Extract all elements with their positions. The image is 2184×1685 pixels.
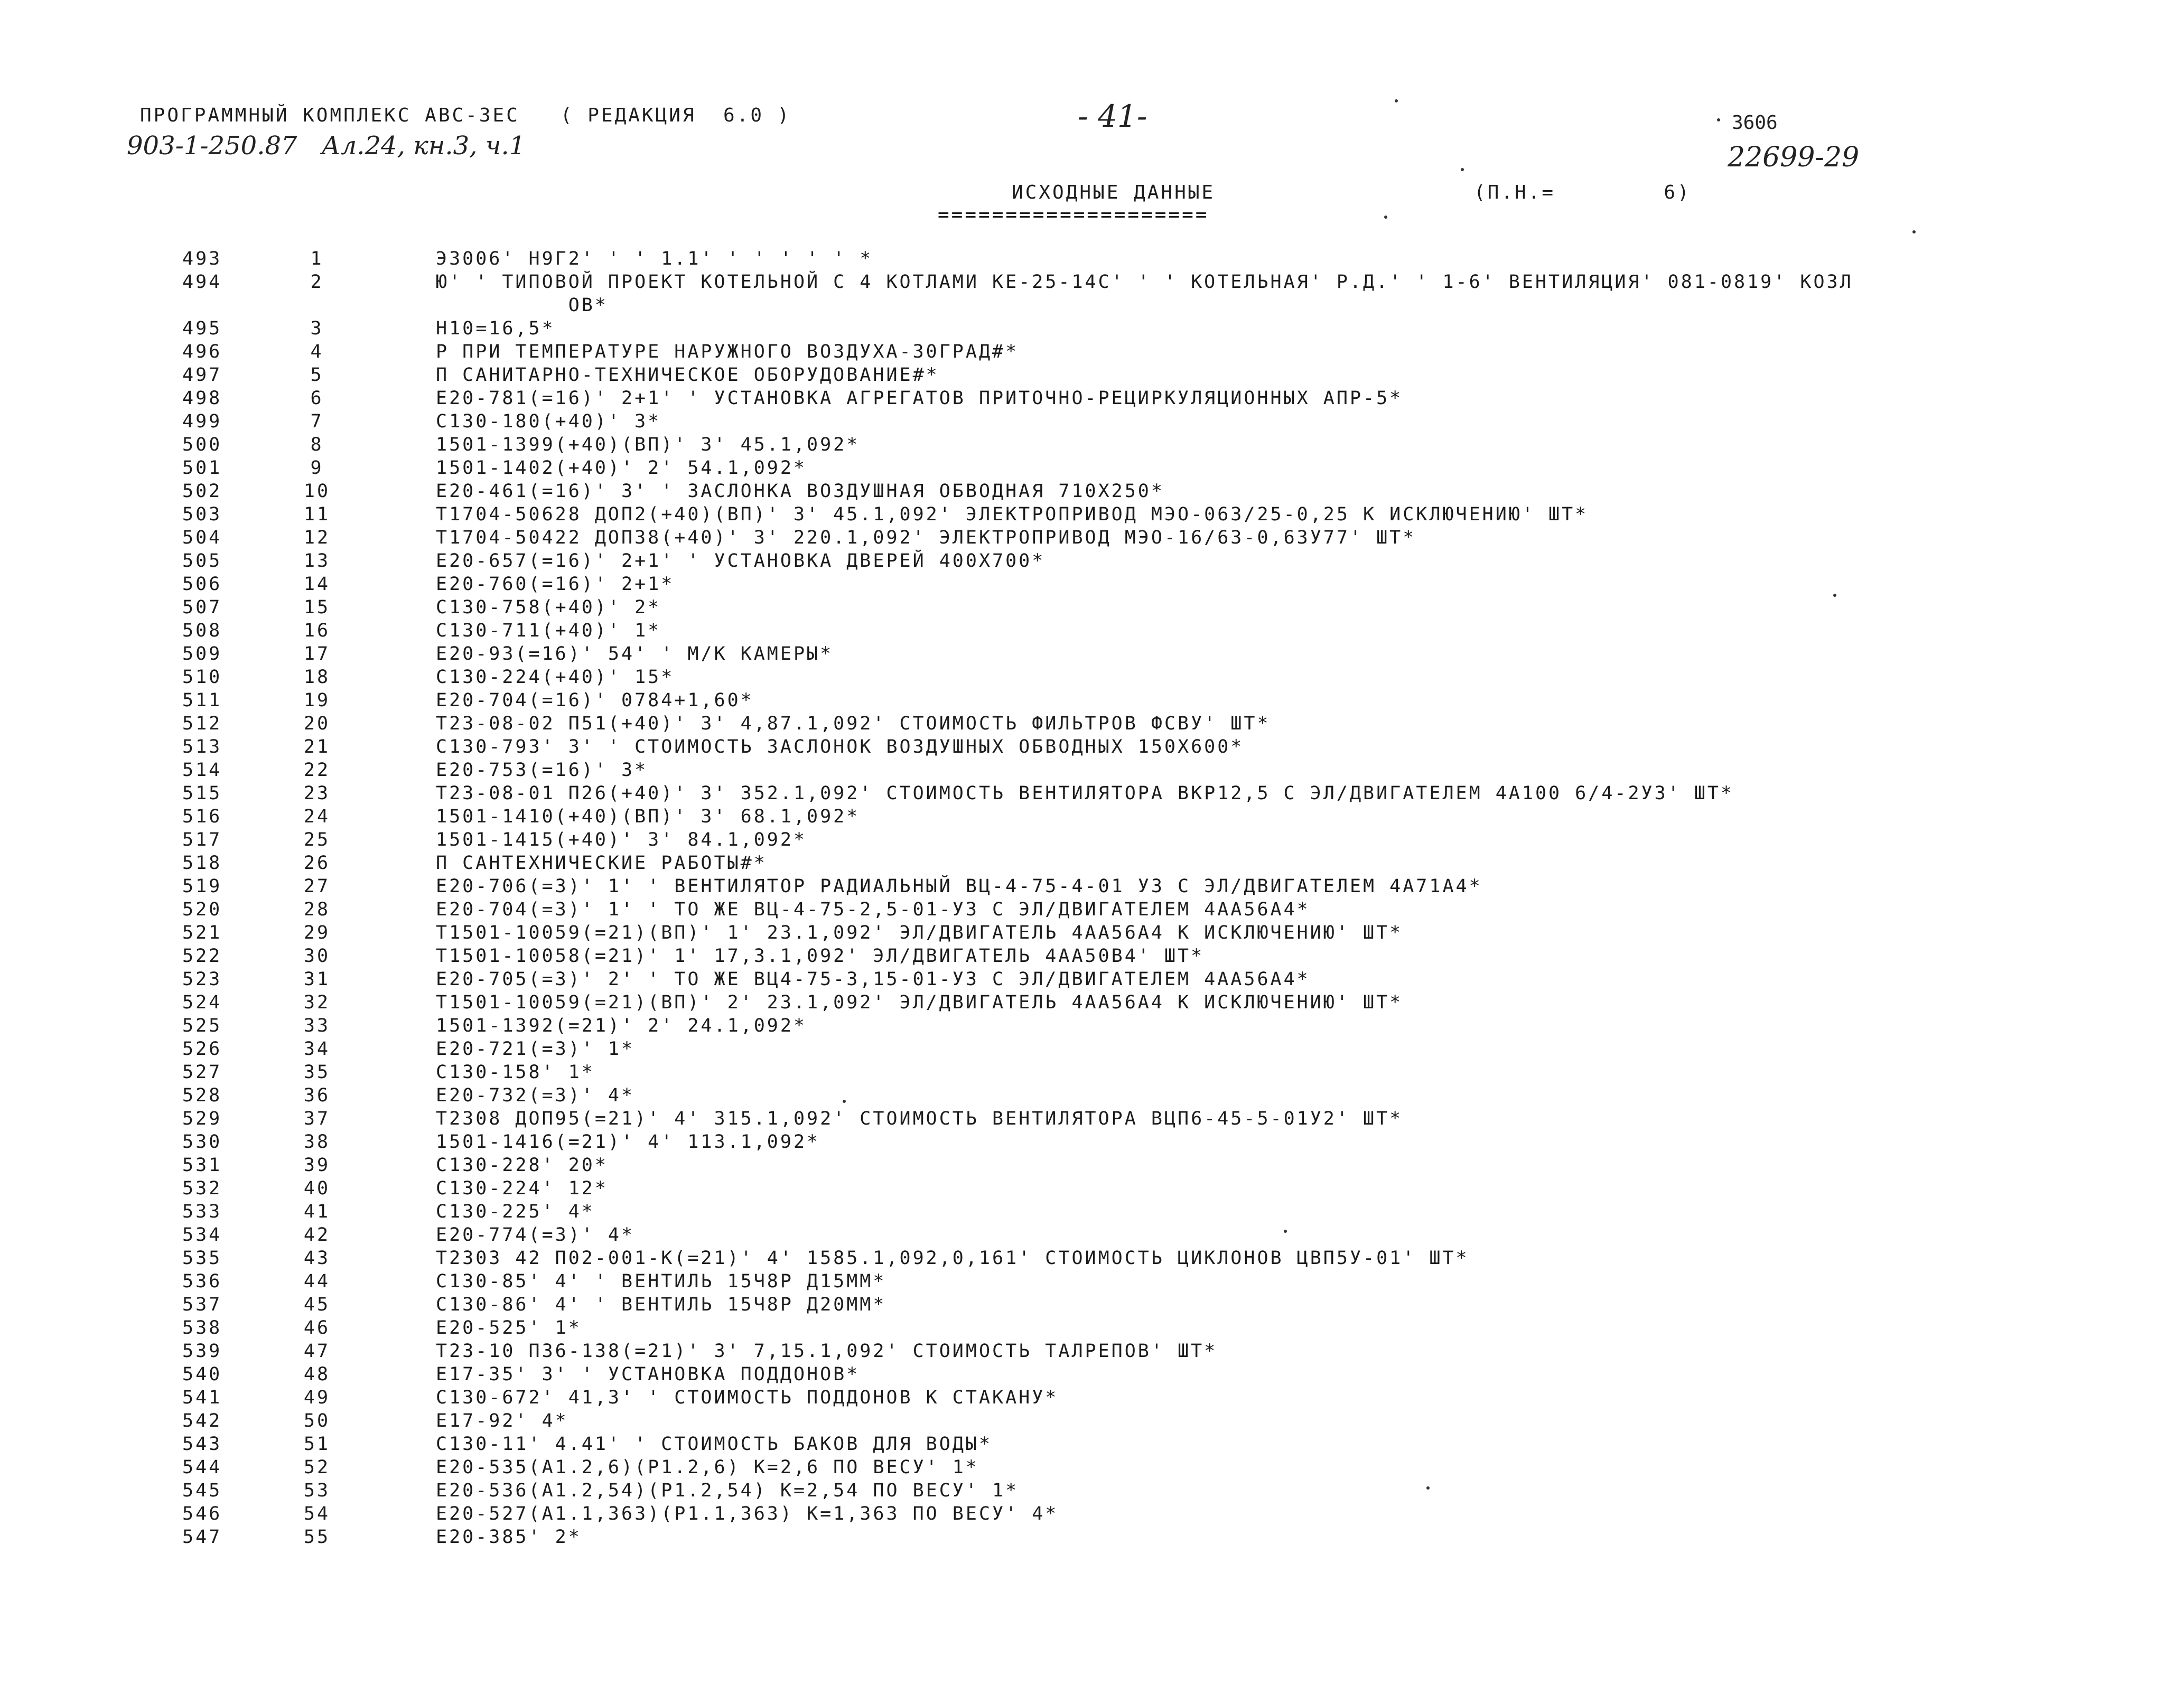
row-text: Т1501-10058(=21)' 1' 17,3.1,092' ЭЛ/ДВИГАТЕЛЬ 4АА50В4' ШТ* (436, 946, 1205, 967)
row-sequence: 55 (303, 1527, 331, 1548)
row-sequence: 20 (303, 713, 331, 734)
row-sequence: 41 (303, 1201, 331, 1222)
row-number: 496 (182, 341, 222, 362)
scan-speck (1284, 1230, 1287, 1233)
row-sequence: 25 (303, 829, 331, 850)
row-number: 501 (182, 457, 222, 479)
row-text: Е20-704(=16)' 0784+1,60* (436, 690, 754, 711)
row-number: 521 (182, 922, 222, 943)
row-sequence: 11 (303, 504, 331, 525)
row-sequence: 37 (303, 1108, 331, 1129)
row-text: Е20-525' 1* (436, 1317, 582, 1338)
row-sequence: 54 (303, 1503, 331, 1524)
row-number: 500 (182, 434, 222, 455)
row-sequence: 49 (303, 1387, 331, 1408)
row-text: С130-758(+40)' 2* (436, 597, 661, 618)
row-number: 512 (182, 713, 222, 734)
row-sequence: 10 (303, 481, 331, 502)
row-text: С130-711(+40)' 1* (436, 620, 661, 641)
row-number: 517 (182, 829, 222, 850)
row-sequence: 44 (303, 1271, 331, 1292)
row-number: 528 (182, 1085, 222, 1106)
row-number: 511 (182, 690, 222, 711)
row-text: С130-85' 4' ' ВЕНТИЛЬ 15Ч8Р Д15ММ* (436, 1271, 886, 1292)
row-number: 542 (182, 1410, 222, 1431)
row-number: 503 (182, 504, 222, 525)
row-number: 538 (182, 1317, 222, 1338)
row-sequence: 40 (303, 1178, 331, 1199)
row-text: С130-228' 20* (436, 1155, 608, 1176)
scan-speck (1461, 168, 1464, 171)
row-number: 537 (182, 1294, 222, 1315)
scan-speck (1717, 118, 1720, 121)
row-text: Е17-35' 3' ' УСТАНОВКА ПОДДОНОВ* (436, 1364, 860, 1385)
row-sequence: 47 (303, 1341, 331, 1362)
scan-speck (843, 1100, 846, 1103)
row-sequence: 9 (310, 457, 324, 479)
row-number: 518 (182, 853, 222, 874)
row-text: Т23-08-01 П26(+40)' 3' 352.1,092' СТОИМОСТЬ ВЕНТИЛЯТОРА ВКР12,5 С ЭЛ/ДВИГАТЕЛЕМ 4А100 6/4-2У3' ШТ* (436, 783, 1734, 804)
row-text: Т1501-10059(=21)(ВП)' 1' 23.1,092' ЭЛ/ДВИГАТЕЛЬ 4АА56А4 К ИСКЛЮЧЕНИЮ' ШТ* (436, 922, 1403, 943)
row-text: Е20-721(=3)' 1* (436, 1038, 635, 1060)
row-sequence: 34 (303, 1038, 331, 1060)
row-sequence: 51 (303, 1434, 331, 1455)
row-sequence: 28 (303, 899, 331, 920)
row-text: Т1501-10059(=21)(ВП)' 2' 23.1,092' ЭЛ/ДВИГАТЕЛЬ 4АА56А4 К ИСКЛЮЧЕНИЮ' ШТ* (436, 992, 1403, 1013)
row-sequence: 17 (303, 643, 331, 664)
row-number: 543 (182, 1434, 222, 1455)
row-number: 523 (182, 969, 222, 990)
row-number: 536 (182, 1271, 222, 1292)
row-text: С130-224(+40)' 15* (436, 667, 675, 688)
section-title: ИСХОДНЫЕ ДАННЫЕ (1012, 182, 1216, 203)
row-sequence: 13 (303, 550, 331, 572)
row-text: Т23-08-02 П51(+40)' 3' 4,87.1,092' СТОИМОСТЬ ФИЛЬТРОВ ФСВУ' ШТ* (436, 713, 1271, 734)
row-text: Т2308 ДОП95(=21)' 4' 315.1,092' СТОИМОСТЬ ВЕНТИЛЯТОРА ВЦП6-45-5-01У2' ШТ* (436, 1108, 1403, 1129)
row-sequence: 3 (310, 318, 324, 339)
scan-speck (1426, 1486, 1430, 1490)
row-sequence: 14 (303, 574, 331, 595)
row-number: 544 (182, 1457, 222, 1478)
row-number: 497 (182, 364, 222, 386)
row-text: Е20-774(=3)' 4* (436, 1224, 635, 1246)
row-text: Е20-536(А1.2,54)(Р1.2,54) К=2,54 ПО ВЕСУ' 1* (436, 1480, 1019, 1501)
row-number: 532 (182, 1178, 222, 1199)
row-sequence: 24 (303, 806, 331, 827)
row-sequence: 7 (310, 411, 324, 432)
row-number: 506 (182, 574, 222, 595)
row-text: С130-86' 4' ' ВЕНТИЛЬ 15Ч8Р Д20ММ* (436, 1294, 886, 1315)
row-text: Е20-732(=3)' 4* (436, 1085, 635, 1106)
row-sequence: 23 (303, 783, 331, 804)
row-text: П САНТЕХНИЧЕСКИЕ РАБОТЫ#* (436, 853, 767, 874)
row-text: Е20-781(=16)' 2+1' ' УСТАНОВКА АГРЕГАТОВ ПРИТОЧНО-РЕЦИРКУЛЯЦИОННЫХ АПР-5* (436, 388, 1403, 409)
row-number: 539 (182, 1341, 222, 1362)
row-number: 498 (182, 388, 222, 409)
row-text: Н10=16,5* (436, 318, 555, 339)
row-text: Ю' ' ТИПОВОЙ ПРОЕКТ КОТЕЛЬНОЙ С 4 КОТЛАМИ КЕ-25-14С' ' ' КОТЕЛЬНАЯ' Р.Д.' ' 1-6' ВЕНТИЛЯЦИЯ' 081-0819' КОЗЛ ОВ* (436, 272, 1853, 316)
row-number: 519 (182, 876, 222, 897)
page-number: - 41- (1078, 98, 1147, 134)
row-text: Э3006' Н9Г2' ' ' 1.1' ' ' ' ' ' * (436, 248, 873, 269)
row-number: 510 (182, 667, 222, 688)
row-sequence: 1 (310, 248, 324, 269)
row-number: 533 (182, 1201, 222, 1222)
document-number: 22699-29 (1728, 142, 1860, 173)
row-number: 504 (182, 527, 222, 548)
row-sequence: 19 (303, 690, 331, 711)
row-sequence: 6 (310, 388, 324, 409)
row-number: 527 (182, 1062, 222, 1083)
row-sequence: 4 (310, 341, 324, 362)
pn-indicator: (П.Н.= 6) (1474, 182, 1691, 203)
header-program: ПРОГРАММНЫЙ КОМПЛЕКС АВС-3ЕС ( РЕДАКЦИЯ 6.0 ) (140, 105, 791, 126)
row-number: 534 (182, 1224, 222, 1246)
row-text: Т1704-50628 ДОП2(+40)(ВП)' 3' 45.1,092' ЭЛЕКТРОПРИВОД МЭО-063/25-0,25 К ИСКЛЮЧЕНИЮ' ШТ* (436, 504, 1589, 525)
row-text: С130-225' 4* (436, 1201, 595, 1222)
row-text: С130-11' 4.41' ' СТОИМОСТЬ БАКОВ ДЛЯ ВОДЫ* (436, 1434, 993, 1455)
row-text: Е20-93(=16)' 54' ' М/К КАМЕРЫ* (436, 643, 834, 664)
row-text: Е20-461(=16)' 3' ' ЗАСЛОНКА ВОЗДУШНАЯ ОБВОДНАЯ 710Х250* (436, 481, 1164, 502)
row-sequence: 50 (303, 1410, 331, 1431)
row-sequence: 48 (303, 1364, 331, 1385)
row-text: Е20-535(А1.2,6)(Р1.2,6) К=2,6 ПО ВЕСУ' 1* (436, 1457, 979, 1478)
row-text: Р ПРИ ТЕМПЕРАТУРЕ НАРУЖНОГО ВОЗДУХА-30ГРАД#* (436, 341, 1019, 362)
row-number: 513 (182, 736, 222, 757)
row-sequence: 43 (303, 1248, 331, 1269)
row-number: 515 (182, 783, 222, 804)
row-sequence: 2 (310, 272, 324, 293)
row-sequence: 39 (303, 1155, 331, 1176)
row-number: 540 (182, 1364, 222, 1385)
row-number: 507 (182, 597, 222, 618)
row-text: Е20-385' 2* (436, 1527, 582, 1548)
row-number: 522 (182, 946, 222, 967)
row-text: Е20-704(=3)' 1' ' ТО ЖЕ ВЦ-4-75-2,5-01-У3 С ЭЛ/ДВИГАТЕЛЕМ 4АА56А4* (436, 899, 1310, 920)
row-text: 1501-1392(=21)' 2' 24.1,092* (436, 1015, 807, 1036)
row-sequence: 18 (303, 667, 331, 688)
row-text: 1501-1410(+40)(ВП)' 3' 68.1,092* (436, 806, 860, 827)
archive-code: 3606 (1732, 112, 1778, 134)
row-sequence: 30 (303, 946, 331, 967)
row-number: 494 (182, 272, 222, 293)
row-text: 1501-1416(=21)' 4' 113.1,092* (436, 1131, 820, 1153)
row-number: 520 (182, 899, 222, 920)
row-sequence: 45 (303, 1294, 331, 1315)
row-number: 493 (182, 248, 222, 269)
row-sequence: 31 (303, 969, 331, 990)
row-sequence: 42 (303, 1224, 331, 1246)
title-underline: ==================== (938, 204, 1209, 226)
row-sequence: 12 (303, 527, 331, 548)
row-sequence: 52 (303, 1457, 331, 1478)
row-number: 499 (182, 411, 222, 432)
row-sequence: 29 (303, 922, 331, 943)
row-number: 524 (182, 992, 222, 1013)
row-text: Е20-705(=3)' 2' ' ТО ЖЕ ВЦ4-75-3,15-01-У3 С ЭЛ/ДВИГАТЕЛЕМ 4АА56А4* (436, 969, 1310, 990)
row-sequence: 27 (303, 876, 331, 897)
row-number: 509 (182, 643, 222, 664)
row-number: 535 (182, 1248, 222, 1269)
row-sequence: 22 (303, 760, 331, 781)
row-text: Т23-10 П36-138(=21)' 3' 7,15.1,092' СТОИМОСТЬ ТАЛРЕПОВ' ШТ* (436, 1341, 1218, 1362)
row-number: 547 (182, 1527, 222, 1548)
row-sequence: 46 (303, 1317, 331, 1338)
row-number: 545 (182, 1480, 222, 1501)
row-text: Е20-760(=16)' 2+1* (436, 574, 675, 595)
row-number: 525 (182, 1015, 222, 1036)
row-number: 508 (182, 620, 222, 641)
row-number: 546 (182, 1503, 222, 1524)
row-sequence: 35 (303, 1062, 331, 1083)
row-text: 1501-1399(+40)(ВП)' 3' 45.1,092* (436, 434, 860, 455)
row-text: С130-158' 1* (436, 1062, 595, 1083)
row-number: 495 (182, 318, 222, 339)
row-sequence: 15 (303, 597, 331, 618)
scan-speck (1395, 99, 1398, 102)
scan-speck (1912, 230, 1916, 233)
row-sequence: 26 (303, 853, 331, 874)
row-sequence: 53 (303, 1480, 331, 1501)
row-text: Т2303 42 П02-001-К(=21)' 4' 1585.1,092,0,161' СТОИМОСТЬ ЦИКЛОНОВ ЦВП5У-01' ШТ* (436, 1248, 1469, 1269)
row-text: Т1704-50422 ДОП38(+40)' 3' 220.1,092' ЭЛЕКТРОПРИВОД МЭО-16/63-0,63У77' ШТ* (436, 527, 1416, 548)
row-sequence: 21 (303, 736, 331, 757)
row-sequence: 16 (303, 620, 331, 641)
row-sequence: 8 (310, 434, 324, 455)
row-text: 1501-1402(+40)' 2' 54.1,092* (436, 457, 807, 479)
row-number: 531 (182, 1155, 222, 1176)
row-text: Е20-753(=16)' 3* (436, 760, 648, 781)
row-number: 530 (182, 1131, 222, 1153)
row-text: Е20-706(=3)' 1' ' ВЕНТИЛЯТОР РАДИАЛЬНЫЙ ВЦ-4-75-4-01 У3 С ЭЛ/ДВИГАТЕЛЕМ 4А71А4* (436, 876, 1482, 897)
row-number: 514 (182, 760, 222, 781)
row-text: 1501-1415(+40)' 3' 84.1,092* (436, 829, 807, 850)
row-sequence: 38 (303, 1131, 331, 1153)
row-text: Е20-527(А1.1,363)(Р1.1,363) К=1,363 ПО ВЕСУ' 4* (436, 1503, 1059, 1524)
scan-speck (1833, 594, 1836, 597)
row-number: 505 (182, 550, 222, 572)
row-sequence: 32 (303, 992, 331, 1013)
row-text: С130-672' 41,3' ' СТОИМОСТЬ ПОДДОНОВ К СТАКАНУ* (436, 1387, 1059, 1408)
row-text: С130-180(+40)' 3* (436, 411, 661, 432)
row-sequence: 33 (303, 1015, 331, 1036)
project-reference: 903-1-250.87 Ал.24, кн.3, ч.1 (127, 131, 526, 161)
row-sequence: 5 (310, 364, 324, 386)
row-text: С130-224' 12* (436, 1178, 608, 1199)
row-number: 502 (182, 481, 222, 502)
row-text: П САНИТАРНО-ТЕХНИЧЕСКОЕ ОБОРУДОВАНИЕ#* (436, 364, 939, 386)
row-text: Е17-92' 4* (436, 1410, 568, 1431)
row-number: 529 (182, 1108, 222, 1129)
row-number: 516 (182, 806, 222, 827)
row-number: 541 (182, 1387, 222, 1408)
row-text: С130-793' 3' ' СТОИМОСТЬ ЗАСЛОНОК ВОЗДУШНЫХ ОБВОДНЫХ 150Х600* (436, 736, 1244, 757)
row-text: Е20-657(=16)' 2+1' ' УСТАНОВКА ДВЕРЕЙ 400Х700* (436, 550, 1046, 572)
scan-speck (1384, 216, 1387, 219)
row-number: 526 (182, 1038, 222, 1060)
row-sequence: 36 (303, 1085, 331, 1106)
